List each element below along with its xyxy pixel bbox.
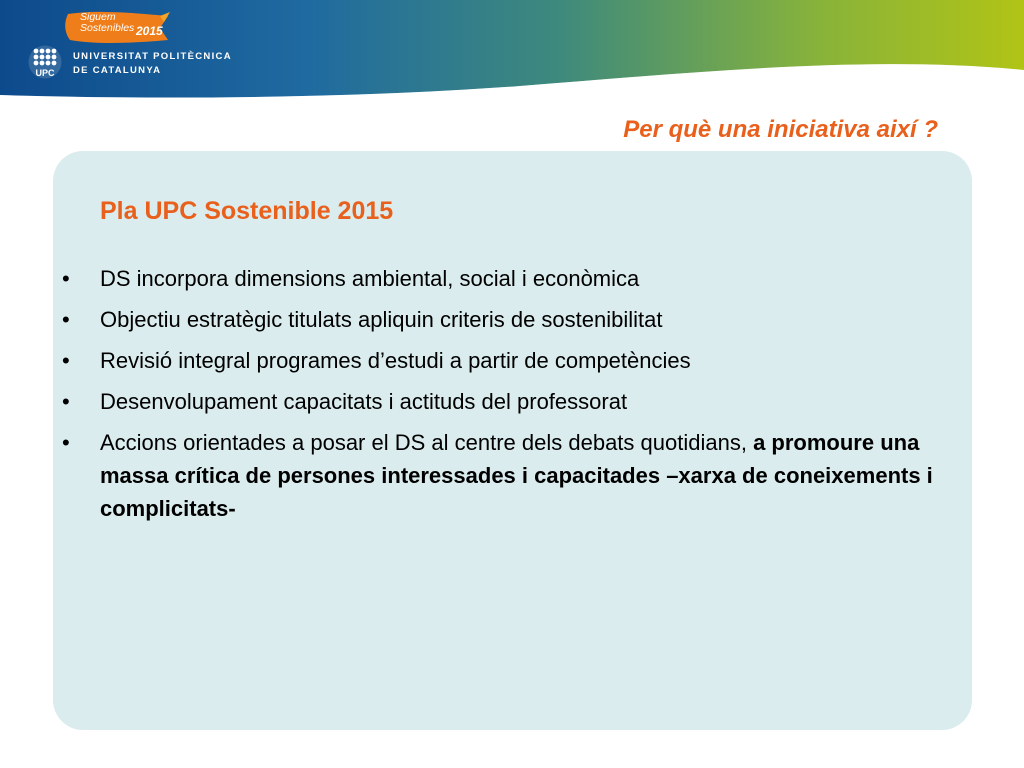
university-line2: DE CATALUNYA bbox=[73, 65, 162, 76]
slide-title: Per què una iniciativa així ? bbox=[623, 116, 938, 143]
bullet-text: Accions orientades a posar el DS al centre dels debats quotidians, bbox=[100, 430, 754, 455]
badge-line1: Siguem bbox=[80, 11, 116, 23]
bullet-dot-icon: • bbox=[62, 430, 70, 455]
bullet-text: Objectiu estratègic titulats apliquin criteris de sostenibilitat bbox=[100, 307, 663, 332]
subtitle: Pla UPC Sostenible 2015 bbox=[100, 197, 394, 225]
university-name bbox=[73, 50, 232, 78]
badge-line2: Sostenibles bbox=[80, 22, 135, 34]
bullet-dot-icon: • bbox=[62, 389, 70, 414]
bullet-dot-icon: • bbox=[62, 348, 70, 373]
bullet-item bbox=[0, 385, 1000, 418]
bullet-dot-icon: • bbox=[62, 266, 70, 291]
bullet-dot-icon: • bbox=[62, 307, 70, 332]
badge-text bbox=[80, 12, 134, 34]
bullet-text: Revisió integral programes d’estudi a partir de competències bbox=[100, 348, 691, 373]
bullet-item bbox=[0, 303, 1000, 336]
bullet-item bbox=[0, 262, 1000, 295]
bullet-text: Desenvolupament capacitats i actituds del professorat bbox=[100, 389, 628, 414]
logo-text: UPC bbox=[35, 68, 55, 78]
bullet-item bbox=[0, 426, 1000, 525]
bullet-item bbox=[0, 344, 1000, 377]
bullet-bold-text: a promoure una massa crítica de persones interessades i capacitades –xarxa de coneixements i complicitats- bbox=[100, 430, 933, 521]
bullet-list bbox=[0, 262, 1000, 533]
badge-year: 2015 bbox=[136, 24, 163, 38]
university-line1: UNIVERSITAT POLITÈCNICA bbox=[73, 51, 232, 62]
bullet-text: DS incorpora dimensions ambiental, social i econòmica bbox=[100, 266, 640, 291]
upc-logo-icon bbox=[28, 44, 62, 80]
